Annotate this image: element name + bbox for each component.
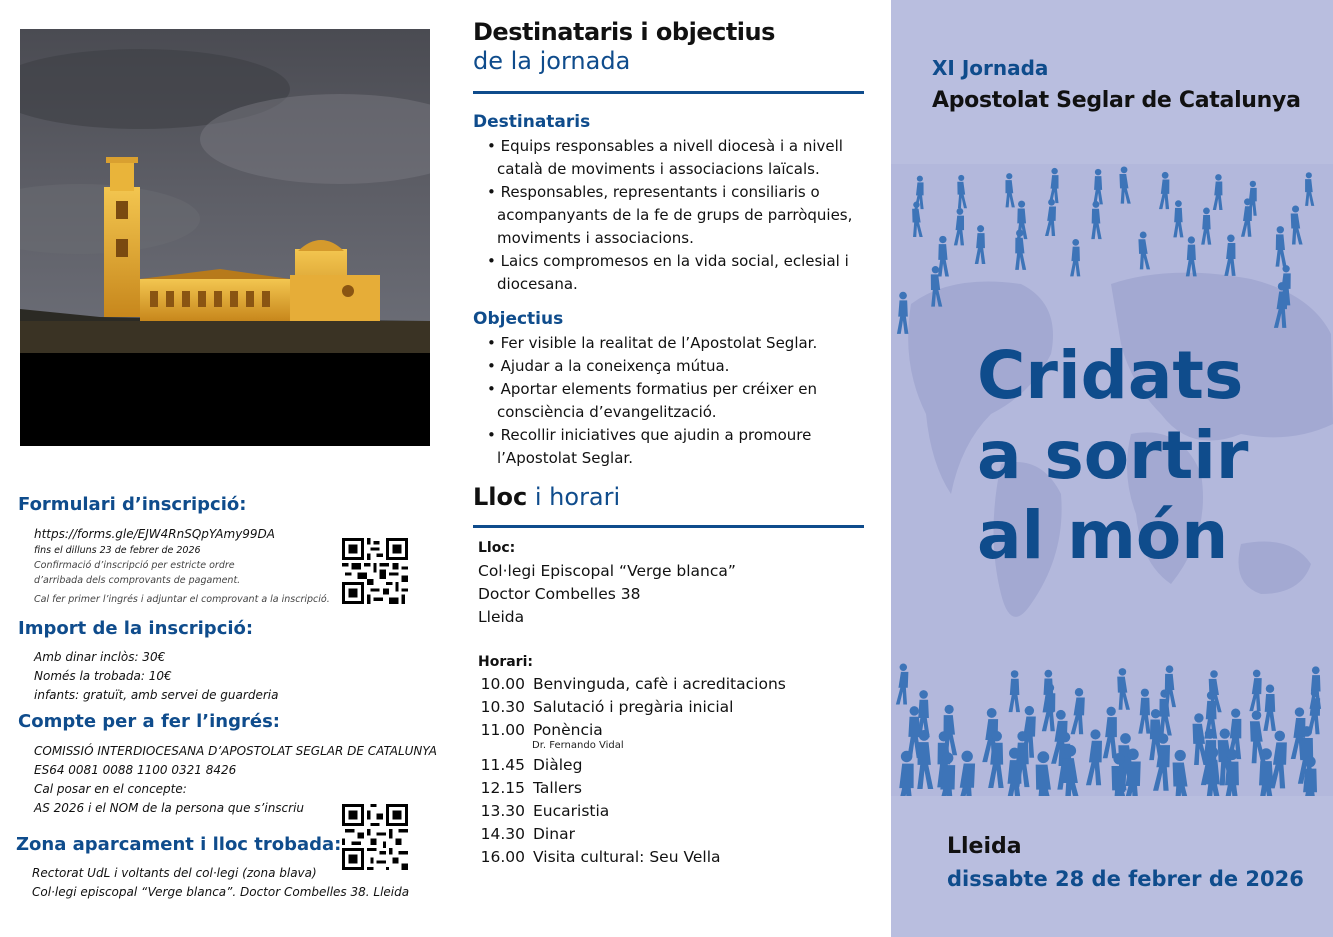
schedule-row [480, 696, 786, 719]
place-line: Lleida [478, 608, 525, 626]
form-note-1: Confirmació d’inscripció per estricte ordre [34, 560, 235, 571]
schedule-item: Tallers [533, 779, 582, 797]
schedule-time: 16.00 [480, 848, 525, 866]
headline-line-1: Cridats [977, 337, 1244, 414]
form-note-2: d’arribada dels comprovants de pagament. [34, 575, 241, 586]
place-label: Lloc: [478, 540, 516, 556]
qr-code-form[interactable] [342, 538, 408, 604]
qr-code-location[interactable] [342, 804, 408, 870]
list-item: • Fer visible la realitat de l’Apostolat Seglar. [480, 332, 870, 355]
schedule-label: Horari: [478, 654, 533, 670]
schedule-row [480, 754, 786, 777]
city-label: Lleida [947, 834, 1022, 859]
schedule-time: 11.45 [480, 756, 525, 774]
price-heading: Import de la inscripció: [18, 618, 254, 639]
headline [977, 336, 1248, 576]
qr-code-location-icon [342, 804, 408, 870]
divider [473, 91, 864, 94]
form-deadline: fins el dilluns 23 de febrer de 2026 [34, 545, 201, 556]
parking-line: Col·legi episcopal “Verge blanca”. Doctor Combelles 38. Lleida [32, 885, 410, 899]
account-iban: ES64 0081 0088 1100 0321 8426 [34, 763, 237, 777]
list-item: • Responsables, representants i consiliaris o acompanyants de la fe de grups de parròquies, moviments i associacions. [480, 181, 870, 250]
parking-line: Rectorat UdL i voltants del col·legi (zona blava) [32, 866, 317, 880]
audience-title: Destinataris i objectius [473, 18, 775, 46]
price-line: infants: gratuït, amb servei de guarderia [34, 688, 279, 702]
form-note-3: Cal fer primer l’ingrés i adjuntar el comprovant a la inscripció. [34, 594, 330, 605]
qr-code-form-icon [342, 538, 408, 604]
place-title-light: i horari [534, 483, 621, 511]
cathedral-photo [20, 29, 430, 446]
schedule-item: Salutació i pregària inicial [533, 698, 734, 716]
schedule-item: Diàleg [533, 756, 583, 774]
audience-list [480, 135, 870, 296]
schedule-row [480, 846, 786, 869]
headline-line-3: al món [977, 497, 1229, 574]
schedule-row [480, 673, 786, 696]
form-heading: Formulari d’inscripció: [18, 494, 247, 515]
account-concept: AS 2026 i el NOM de la persona que s’inscriu [34, 801, 305, 815]
schedule-time: 13.30 [480, 802, 525, 820]
schedule-item: Ponència [533, 721, 603, 739]
schedule-item: Dinar [533, 825, 575, 843]
organizer-label: Apostolat Seglar de Catalunya [932, 88, 1301, 113]
place-title-bold: Lloc [473, 483, 528, 511]
schedule-list [480, 673, 786, 869]
schedule-row [480, 777, 786, 800]
cover-panel [891, 0, 1333, 937]
price-line: Amb dinar inclòs: 30€ [34, 650, 166, 664]
parking-details [32, 864, 409, 902]
edition-label: XI Jornada [932, 56, 1049, 80]
place-block [478, 537, 736, 629]
schedule-row [480, 823, 786, 846]
schedule-item: Visita cultural: Seu Vella [533, 848, 721, 866]
place-line: Doctor Combelles 38 [478, 585, 641, 603]
form-details [34, 525, 330, 607]
price-details [34, 648, 278, 705]
headline-line-2: a sortir [977, 417, 1249, 494]
account-heading: Compte per a fer l’ingrés: [18, 711, 281, 732]
form-url[interactable]: https://forms.gle/EJW4RnSQpYAmy99DA [34, 527, 276, 541]
schedule-row [480, 800, 786, 823]
schedule-item: Benvinguda, cafè i acreditacions [533, 675, 786, 693]
list-item: • Equips responsables a nivell diocesà i a nivell català de moviments i associacions laïcals. [480, 135, 870, 181]
parking-heading: Zona aparcament i lloc trobada: [16, 834, 342, 855]
schedule-time: 14.30 [480, 825, 525, 843]
schedule-time: 11.00 [480, 721, 525, 739]
list-item: • Laics compromesos en la vida social, eclesial i diocesana. [480, 250, 870, 296]
account-concept-label: Cal posar en el concepte: [34, 782, 187, 796]
schedule-item: Eucaristia [533, 802, 610, 820]
schedule-time: 10.30 [480, 698, 525, 716]
objectives-list [480, 332, 870, 470]
schedule-row [480, 719, 786, 742]
place-title [473, 483, 620, 511]
list-item: • Recollir iniciatives que ajudin a promoure l’Apostolat Seglar. [480, 424, 870, 470]
price-line: Només la trobada: 10€ [34, 669, 172, 683]
objectives-heading: Objectius [473, 309, 564, 329]
list-item: • Ajudar a la coneixença mútua. [480, 355, 870, 378]
schedule-time: 10.00 [480, 675, 525, 693]
cathedral-illustration [20, 29, 430, 446]
audience-subtitle: de la jornada [473, 47, 631, 75]
speaker-name: Dr. Fernando Vidal [532, 740, 624, 751]
divider [473, 525, 864, 528]
place-line: Col·legi Episcopal “Verge blanca” [478, 562, 736, 580]
audience-heading: Destinataris [473, 112, 591, 132]
date-label: dissabte 28 de febrer de 2026 [947, 867, 1304, 891]
list-item: • Aportar elements formatius per créixer en consciència d’evangelització. [480, 378, 870, 424]
account-holder: COMISSIÓ INTERDIOCESANA D’APOSTOLAT SEGLAR DE CATALUNYA [34, 744, 437, 758]
schedule-time: 12.15 [480, 779, 525, 797]
